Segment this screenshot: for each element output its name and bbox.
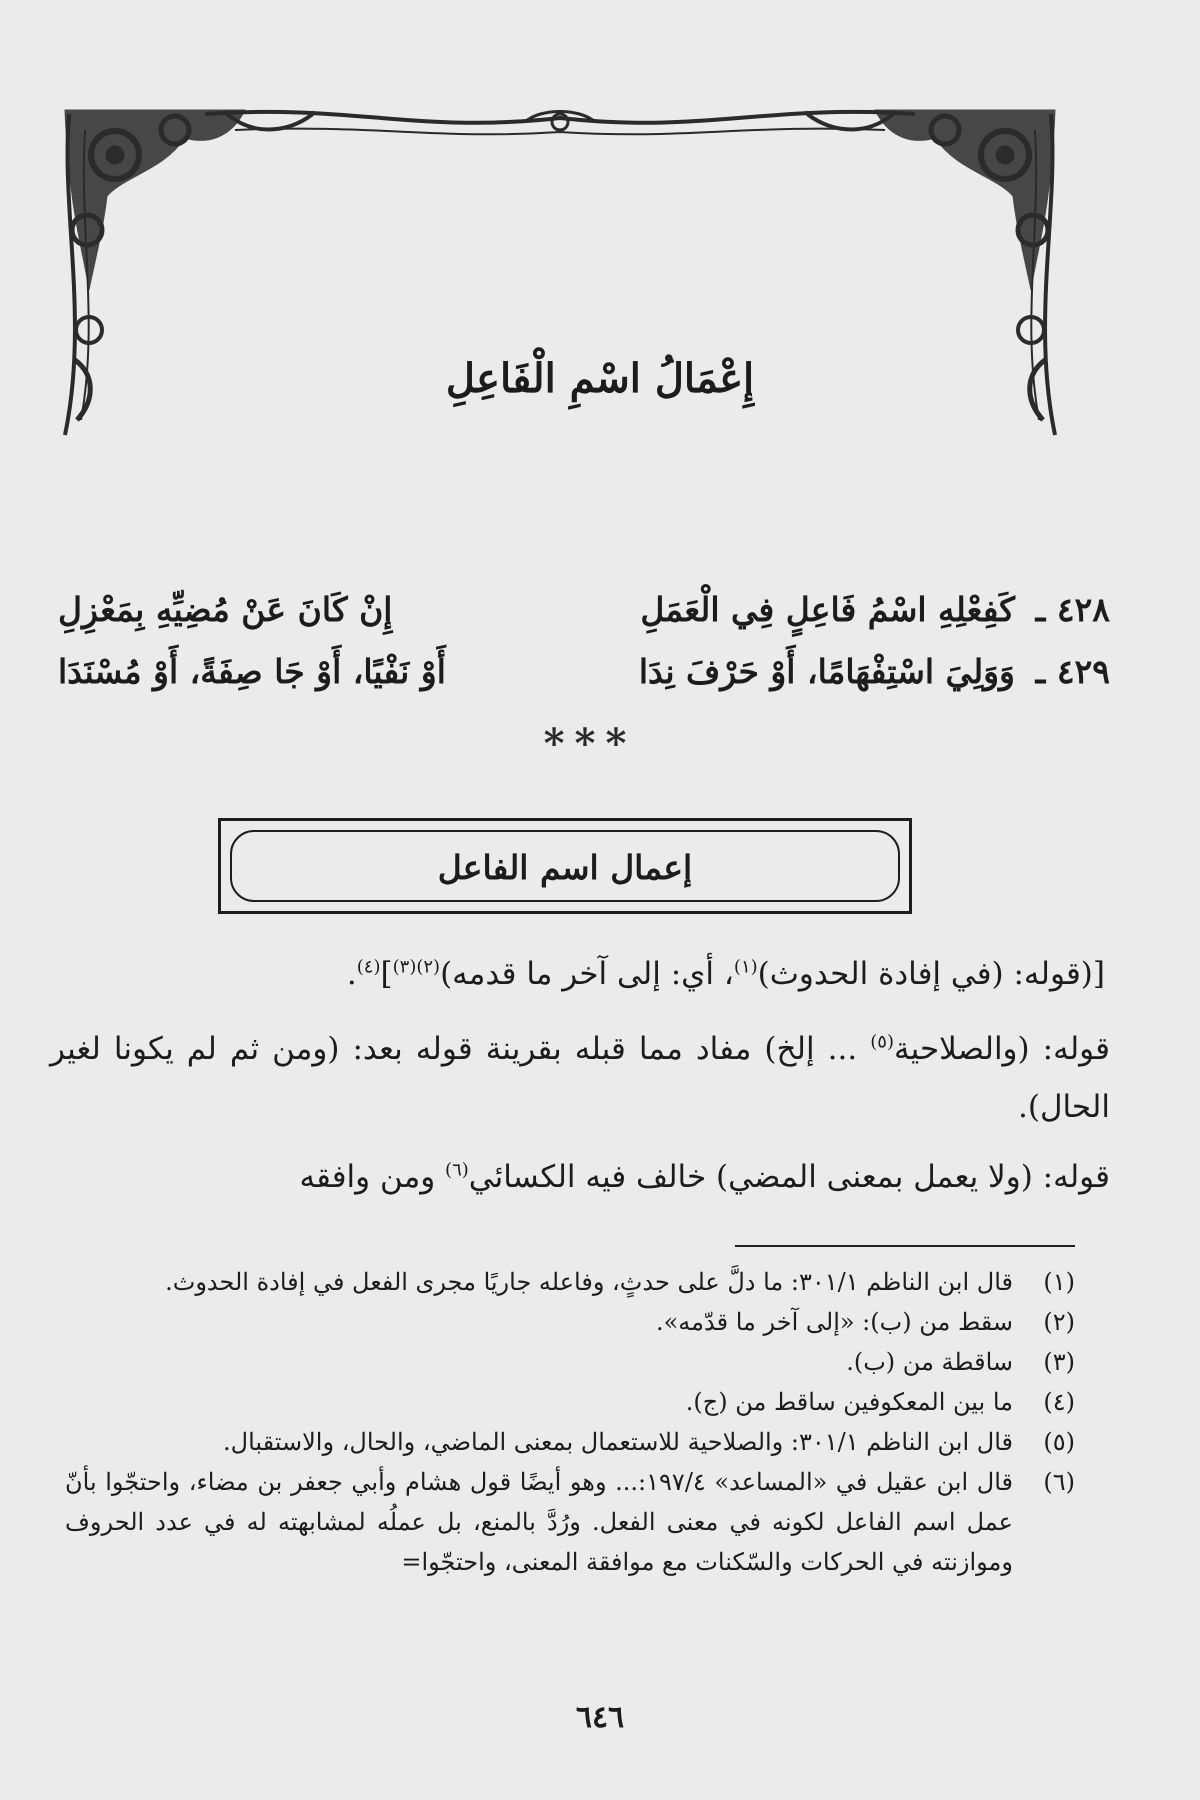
footnote-ref: (٤)	[356, 956, 381, 978]
footnote-text: سقط من (ب): «إلى آخر ما قدّمه».	[655, 1308, 1013, 1336]
footnotes	[65, 1262, 1075, 1582]
page-number: ٦٤٦	[575, 1700, 625, 1735]
body-paragraph-1	[105, 945, 1105, 1003]
footnote-ref: (١)	[733, 956, 758, 978]
footnote-divider	[735, 1245, 1075, 1247]
verse-second-hemistich: إِنْ كَانَ عَنْ مُضِيِّهِ بِمَعْزِلِ	[58, 590, 393, 629]
verse-number: ٤٢٨ ـ	[1035, 590, 1110, 629]
footnote-text: قال ابن الناظم ٣٠١/١: والصلاحية للاستعمال بمعنى الماضي، والحال، والاستقبال.	[223, 1428, 1013, 1456]
footnote-item	[65, 1382, 1075, 1422]
footnote-number: (٦)	[1043, 1468, 1075, 1496]
paragraph-text: [(قوله: (في إفادة الحدوث)	[757, 956, 1105, 992]
footnote-ref: (٥)	[870, 1031, 894, 1053]
footnote-number: (٥)	[1043, 1428, 1075, 1456]
paragraph-text: ... إلخ) مفاد مما قبله بقرينة قوله بعد: (ومن ثم لم يكونا لغير الحال).	[50, 1031, 1110, 1125]
footnote-number: (١)	[1043, 1268, 1075, 1296]
paragraph-text: قوله: (ولا يعمل بمعنى المضي) خالف فيه الكسائي	[468, 1159, 1110, 1195]
paragraph-text: ]	[380, 956, 393, 992]
body-paragraph-3	[50, 1148, 1110, 1206]
asterisk-separator: ***	[543, 720, 637, 767]
verse-number: ٤٢٩ ـ	[1035, 652, 1110, 691]
footnote-number: (٣)	[1043, 1348, 1075, 1376]
footnote-text: قال ابن الناظم ٣٠١/١: ما دلَّ على حدثٍ، وفاعله جاريًا مجرى الفعل في إفادة الحدوث.	[165, 1268, 1013, 1296]
verse-second-hemistich: أَوْ نَفْيًا، أَوْ جَا صِفَةً، أَوْ مُسْنَدَا	[58, 652, 446, 691]
section-heading-box	[218, 818, 912, 914]
verse-first-hemistich: كَفِعْلِهِ اسْمُ فَاعِلٍ فِي الْعَمَلِ	[640, 590, 1015, 629]
footnote-ref: (٦)	[445, 1159, 469, 1181]
footnote-ref: (٢)(٣)	[392, 956, 441, 978]
footnote-item	[65, 1262, 1075, 1302]
section-heading-inner-frame	[230, 830, 900, 902]
footnote-text: ساقطة من (ب).	[846, 1348, 1013, 1376]
footnote-item	[65, 1342, 1075, 1382]
verse-428	[58, 590, 1110, 638]
verse-first-hemistich: وَوَلِيَ اسْتِفْهَامًا، أَوْ حَرْفَ نِدَا	[638, 652, 1015, 691]
body-paragraph-2	[50, 1020, 1110, 1136]
verse-429	[58, 652, 1110, 700]
paragraph-text: قوله: (والصلاحية	[893, 1031, 1111, 1067]
footnote-text: قال ابن عقيل في «المساعد» ١٩٧/٤:... وهو أيضًا قول هشام وأبي جعفر بن مضاء، واحتجّوا بأنّ عمل اسم الفاعل لكونه في معنى الفعل. ورُدَّ بالمنع، بل عملُه لمشابهته له في عدد الحروف وموازنته في الحركات والسّكنات مع موافقة المعنى، واحتجّوا=	[65, 1468, 1013, 1576]
paragraph-text: ومن وافقه	[299, 1159, 436, 1195]
paragraph-text: ، أي: إلى آخر ما قدمه)	[440, 956, 734, 992]
section-title: إعمال اسم الفاعل	[437, 848, 693, 887]
paragraph-text: .	[346, 956, 357, 992]
footnote-item	[65, 1302, 1075, 1342]
footnote-number: (٢)	[1043, 1308, 1075, 1336]
footnote-number: (٤)	[1043, 1388, 1075, 1416]
footnote-item	[65, 1422, 1075, 1462]
footnote-item	[65, 1462, 1075, 1582]
footnote-text: ما بين المعكوفين ساقط من (ج).	[685, 1388, 1013, 1416]
chapter-title: إِعْمَالُ اسْمِ الْفَاعِلِ	[445, 355, 755, 402]
